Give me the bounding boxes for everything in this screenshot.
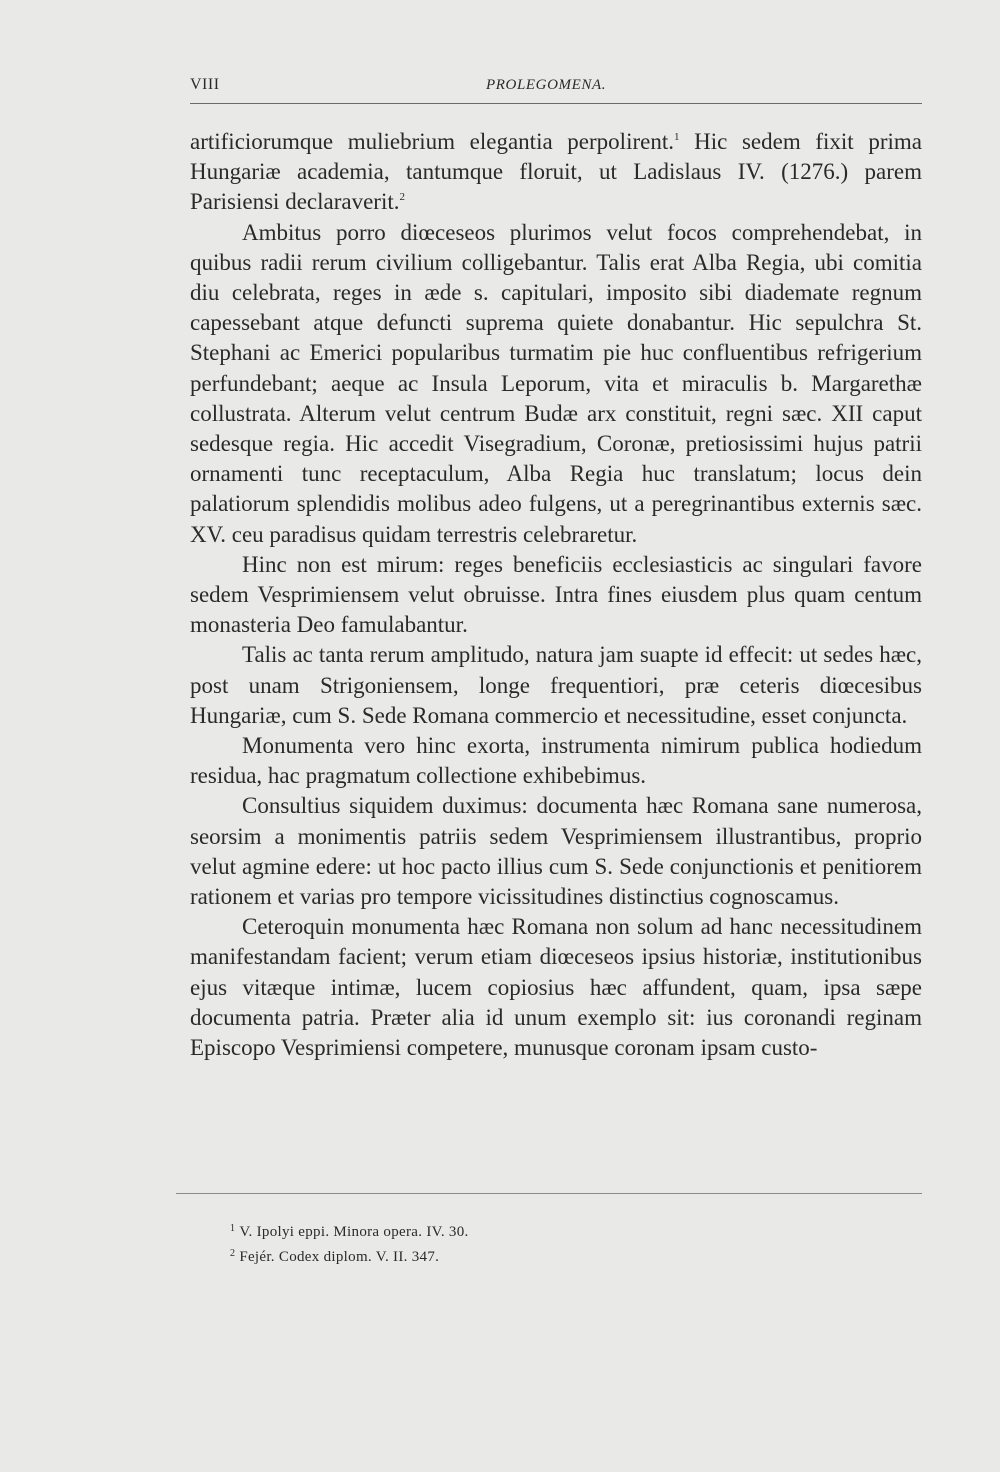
- footnote-1: [230, 1218, 469, 1243]
- footnote-mark-2: 2: [230, 1248, 236, 1259]
- paragraph-4: Talis ac tanta rerum amplitudo, natura jam suapte id effecit: ut sedes hæc, post unam Strigoniensem, longe frequentiori, præ ceteris diœcesibus Hungariæ, cum S. Sede Romana commercio et necessitudine, esset conjuncta.: [190, 642, 922, 728]
- footnotes: [230, 1218, 469, 1268]
- paragraph-1-text-b: Hic sedem fixit prima Hungariæ academia, tantumque floruit, ut Ladislaus IV. (1276.) parem Parisiensi declaraverit.: [190, 129, 922, 215]
- page-number: VIII: [190, 76, 220, 93]
- paragraph-3: Hinc non est mirum: reges beneficiis ecclesiasticis ac singulari favore sedem Vesprimiensem velut obruisse. Intra fines eiusdem plus quam centum monasteria Deo famulabantur.: [190, 551, 922, 638]
- paragraph-1: [190, 127, 922, 218]
- paragraph-2: Ambitus porro diœceseos plurimos velut focos comprehendebat, in quibus radii rerum civilium colligebantur. Talis erat Alba Regia, ubi comitia diu celebrata, reges in æde s. capitulari, imposito sibi diademate regnum capessebant atque defuncti suprema quiete donabantur. Hic sepulchra St. Stephani ac Emerici popularibus turmatim pie huc confluentibus refrigerium perfundebant; aeque ac Insula Leporum, vita et miraculis b. Margarethæ collustrata. Alterum velut centrum Budæ arx constituit, regni sæc. XII caput sedesque regia. Hic accedit Visegradium, Coronæ, pretiosissimi hujus patrii ornamenti tunc receptaculum, Alba Regia huc translatum; locus dein palatiorum splendidis molibus adeo fulgens, ut a peregrinantibus externis sæc. XV. ceu paradisus quidam terrestris celebraretur.: [190, 219, 922, 547]
- footnote-mark-1: 1: [230, 1223, 236, 1234]
- footnote-text-1: V. Ipolyi eppi. Minora opera. IV. 30.: [239, 1224, 469, 1240]
- footnote-ref-1: 1: [673, 131, 680, 143]
- paragraph-5: Monumenta vero hinc exorta, instrumenta nimirum publica hodiedum residua, hac pragmatum collectione exhibebimus.: [190, 733, 922, 789]
- footnote-text-2: Fejér. Codex diplom. V. II. 347.: [239, 1249, 440, 1265]
- footnote-2: [230, 1243, 469, 1268]
- running-head: PROLEGOMENA.: [486, 77, 607, 93]
- footnote-rule: [176, 1193, 922, 1194]
- paragraph-6: Consultius siquidem duximus: documenta hæc Romana sane numerosa, seorsim a monimentis patriis sedem Vesprimiensem illustrantibus, proprio velut agmine edere: ut hoc pacto illius cum S. Sede conjunctionis et penitiorem rationem et varias pro tempore vicissitudines distinctius cognoscamus.: [190, 793, 922, 910]
- header-rule: [190, 103, 922, 104]
- footnote-ref-2: 2: [399, 191, 405, 204]
- paragraph-7: Ceteroquin monumenta hæc Romana non solum ad hanc necessitudinem manifestandam facient; verum etiam diœceseos ipsius historiæ, institutionibus ejus vitæque intimæ, lucem copiosius hæc affundent, quam, ipsa sæpe documenta patria. Præter alia id unum exemplo sit: ius coronandi reginam Episcopo Vesprimiensi competere, munusque coronam ipsam custo-: [190, 914, 922, 1061]
- paragraph-1-text-a: artificiorumque muliebrium elegantia perpolirent.: [190, 129, 674, 154]
- page-header: [190, 76, 922, 100]
- body-text: [190, 127, 922, 1063]
